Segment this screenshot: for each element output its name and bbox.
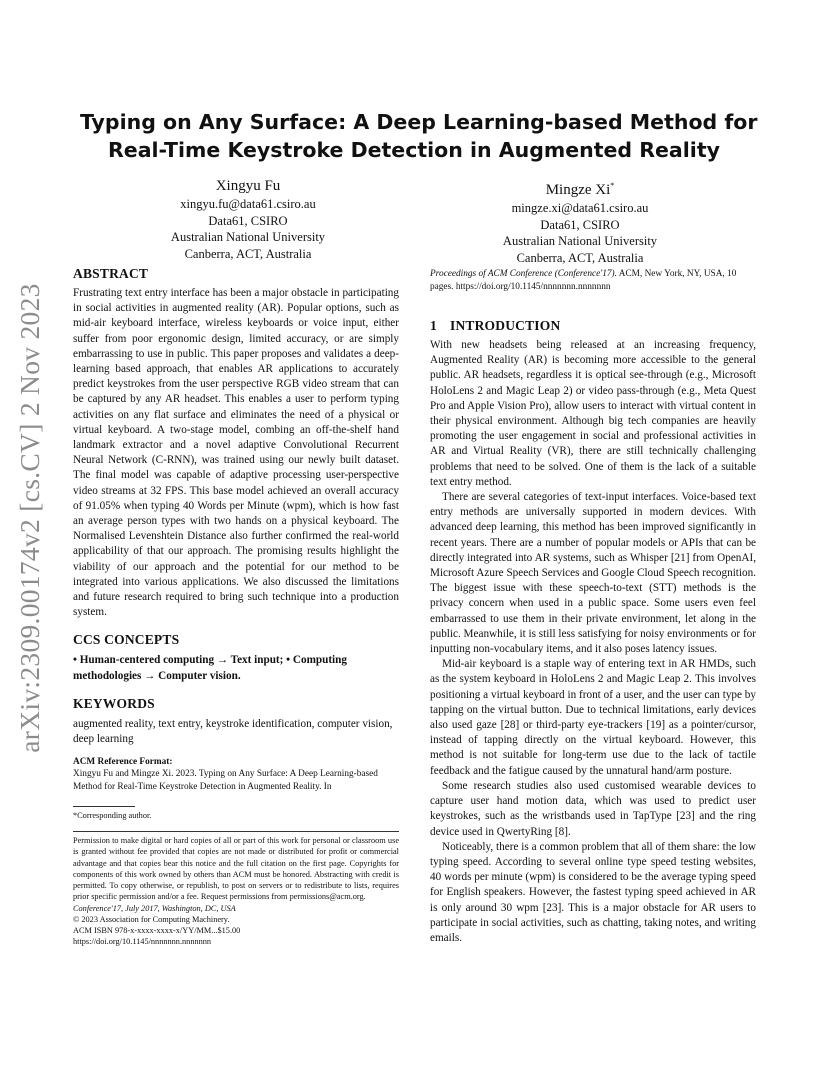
author-location: Canberra, ACT, Australia: [516, 250, 644, 265]
permission-block: [73, 831, 399, 947]
copyright-line: © 2023 Association for Computing Machinery.: [73, 914, 230, 924]
permission-text: Permission to make digital or hard copies of all or part of this work for personal or classroom use is granted without fee provided that copies are not made or distributed for profit or commercial advantage and that copies bear this notice and the full citation on the first page. Copyrights for components of this work owned by others than ACM must be honored. Abstracting with credit is permitted. To copy otherwise, or republish, to post on servers or to redistribute to lists, requires prior specific permission and/or a fee. Request permissions from permissions@acm.org.: [73, 836, 399, 902]
proceedings-line: [430, 268, 756, 294]
isbn-line: ACM ISBN 978-x-xxxx-xxxx-x/YY/MM...$15.00: [73, 925, 241, 935]
doi-link[interactable]: https://doi.org/10.1145/nnnnnnn.nnnnnnn: [73, 937, 212, 947]
author-email: xingyu.fu@data61.csiro.au: [180, 197, 316, 211]
title-line-1: Typing on Any Surface: A Deep Learning-based Method for: [80, 110, 758, 134]
title-line-2: Real-Time Keystroke Detection in Augmented Reality: [108, 138, 720, 162]
section-title: INTRODUCTION: [450, 318, 561, 333]
acm-reference-text: Xingyu Fu and Mingze Xi. 2023. Typing on Any Surface: A Deep Learning-based Method for Real-Time Keystroke Detection in Augmented Reality. In: [73, 769, 378, 793]
author-block-2: [450, 176, 710, 266]
footnote: *Corresponding author.: [73, 811, 152, 821]
left-column: [73, 266, 399, 947]
paper-title: [80, 108, 758, 164]
intro-paragraph-5: Noticeably, there is a common problem that all of them share: the low typing speed. According to several online type speed testing websites, 40 words per minute (wpm) is considered to be the average typing speed for English speakers. However, the fastest typing speed achieved in AR is only around 30 wpm [23]. This is a major obstacle for AR users to participate in social activities, such as chatting, taking notes, and writing emails.: [430, 840, 756, 944]
intro-paragraph-2: There are several categories of text-input interfaces. Voice-based text entry methods are universally supported in modern devices. With advanced deep learning, this method has been improved significantly in recent years. There are a number of popular models or APIs that can be directly integrated into AR systems, such as Whisper [21] from OpenAI, Microsoft Azure Speech Services and Google Cloud Speech recognition. The biggest issue with these speech-to-text (STT) methods is the privacy concern when used in a public space. Some users even feel embarrassed to use them in their private environment, let along in the public. Meanwhile, it is still less satisfying for noisy environments or for inputting non-vocabulary items, and it also poses latency issues.: [430, 491, 756, 656]
author-name: Mingze Xi*: [545, 181, 615, 198]
conference-line: Conference'17, July 2017, Washington, DC, USA: [73, 903, 236, 913]
keywords-heading: KEYWORDS: [73, 695, 155, 711]
author-location: Canberra, ACT, Australia: [184, 246, 312, 261]
footnote-rule: [73, 806, 135, 807]
corresponding-mark: *: [610, 181, 615, 190]
arxiv-identifier: [12, 282, 48, 753]
right-column: [430, 268, 756, 946]
author-block-1: [118, 176, 378, 262]
author-email: mingze.xi@data61.csiro.au: [511, 201, 649, 215]
intro-paragraph-4: Some research studies also used customised wearable devices to capture user hand motion data, which was used to predict user keystrokes, such as the wristbands used in TapType [23] and the ring device used in QwertyRing [8].: [430, 779, 756, 838]
ccs-text: • Human-centered computing → Text input; • Computing methodologies → Computer vision.: [73, 654, 347, 682]
section-number: 1: [430, 318, 437, 333]
abstract-text: Frustrating text entry interface has been a major obstacle in participating in social activities in augmented reality (AR). Popular options, such as mid-air keyboard interface, wireless keyboards or voice input, either suffer from poor ergonomic design, limited accuracy, or are simply embarrassing to use in public. This paper proposes and validates a deep-learning based approach, that enables AR applications to accurately predict keystrokes from the user perspective RGB video stream that can be captured by any AR headset. This enables a user to perform typing activities on any flat surface and eliminates the need of a physical or virtual keyboard. A two-stage model, combing an off-the-shelf hand landmark extractor and a novel adaptive Convolutional Recurrent Neural Network (C-RNN), was trained using our newly built dataset. The final model was capable of adaptive processing user-perspective video streams at 32 FPS. This base model achieved an overall accuracy of 91.05% when typing 40 Words per Minute (wpm), which is how fast an average person types with two hands on a physical keyboard. The Normalised Levenshtein Distance also further confirmed the real-world applicability of that our approach. The promising results highlight the viability of our approach and the potential for our method to be integrated into various applications. We also discussed the limitations and future research required to bring such technique into a production system.: [73, 287, 399, 619]
ccs-heading: CCS CONCEPTS: [73, 632, 180, 648]
arxiv-identifier-text: arXiv:2309.00174v2 [cs.CV] 2 Nov 2023: [14, 282, 45, 753]
introduction-heading: [430, 318, 756, 334]
proceedings-venue: Proceedings of ACM Conference (Conference'17).: [430, 269, 617, 279]
intro-paragraph-3: Mid-air keyboard is a staple way of entering text in AR HMDs, such as the system keyboard in HoloLens 2 and Magic Leap 2. This involves positioning a virtual keyboard in front of a user, and the user can type by tapping on the virtual button. Due to technical limitations, early devices also used gaze [28] or third-party eye-trackers [19] as a pointer/cursor, instead of tapping directly on the virtual keyboard. However, this method is not suitable for long-term use due to the lack of tactile feedback and the fatigue caused by the unnatural hand/arm posture.: [430, 658, 756, 777]
author-university: Australian National University: [502, 234, 658, 248]
author-org: Data61, CSIRO: [208, 213, 288, 228]
intro-paragraph-1: With new headsets being released at an increasing frequency, Augmented Reality (AR) is becoming more accessible to the general public. AR headsets, regardless it is optical see-through (e.g., Microsoft HoloLens 2 and Magic Leap 2) or video pass-through (e.g., Meta Quest Pro and Apple Vision Pro), allow users to interact with virtual content in their physical environment. Although big tech companies are heavily promoting the user engagement in social and professional activities in AR and Virtual Reality (VR), there are still technically challenging problems that need to be solved. One of them is the lack of a suitable text entry method.: [430, 339, 756, 488]
author-name: Xingyu Fu: [215, 178, 281, 194]
acm-reference-heading: ACM Reference Format:: [73, 757, 173, 768]
abstract-heading: ABSTRACT: [73, 266, 149, 281]
keywords-text: augmented reality, text entry, keystroke identification, computer vision, deep learning: [73, 717, 393, 746]
author-university: Australian National University: [170, 230, 326, 244]
author-org: Data61, CSIRO: [540, 217, 620, 232]
proceedings-rest: ACM, New York, NY, USA, 10 pages. https://doi.org/10.1145/nnnnnnn.nnnnnnn: [430, 269, 737, 292]
